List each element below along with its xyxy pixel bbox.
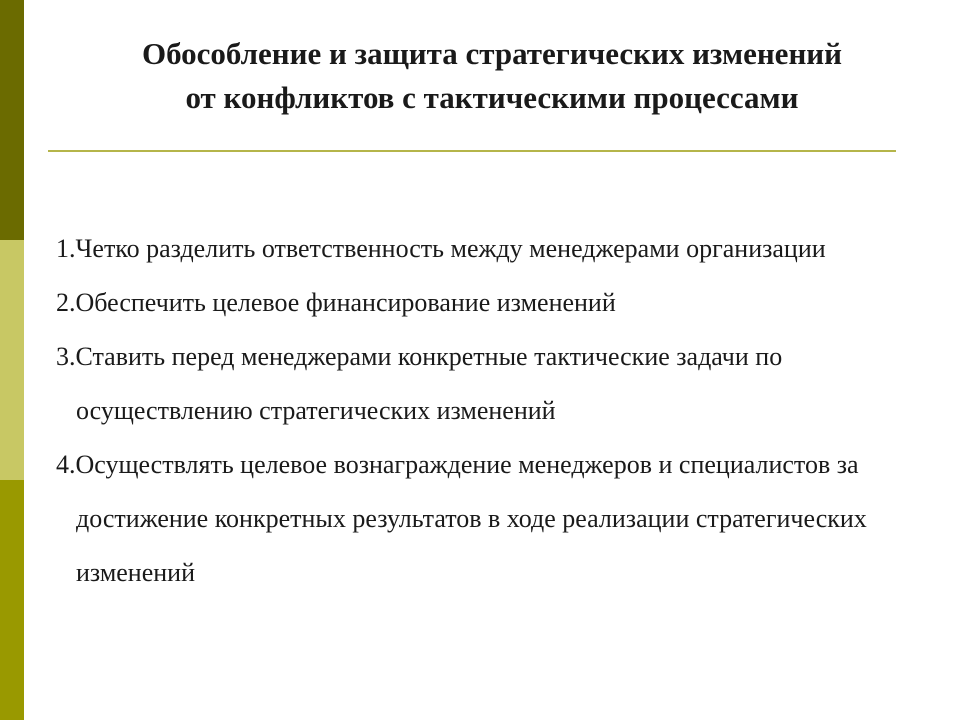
- list-item: 3.Ставить перед менеджерами конкретные тактические задачи по осуществлению стратегических изменений: [56, 342, 783, 425]
- sidebar-segment-middle: [0, 240, 24, 480]
- slide-title: [24, 32, 960, 120]
- title-line-1: Обособление и защита стратегических изменений: [141, 36, 843, 71]
- sidebar-segment-top: [0, 0, 24, 240]
- list-item: 1.Четко разделить ответственность между менеджерами организации: [56, 234, 826, 263]
- decorative-sidebar: [0, 0, 24, 720]
- title-divider: [48, 150, 896, 152]
- recommendation-list: [56, 222, 936, 600]
- list-item: 4.Осуществлять целевое вознаграждение менеджеров и специалистов за достижение конкретных результатов в ходе реализации стратегических изменений: [56, 450, 867, 587]
- list-item: 2.Обеспечить целевое финансирование изменений: [56, 288, 616, 317]
- sidebar-segment-bottom: [0, 480, 24, 720]
- title-line-2: от конфликтов с тактическими процессами: [185, 80, 799, 115]
